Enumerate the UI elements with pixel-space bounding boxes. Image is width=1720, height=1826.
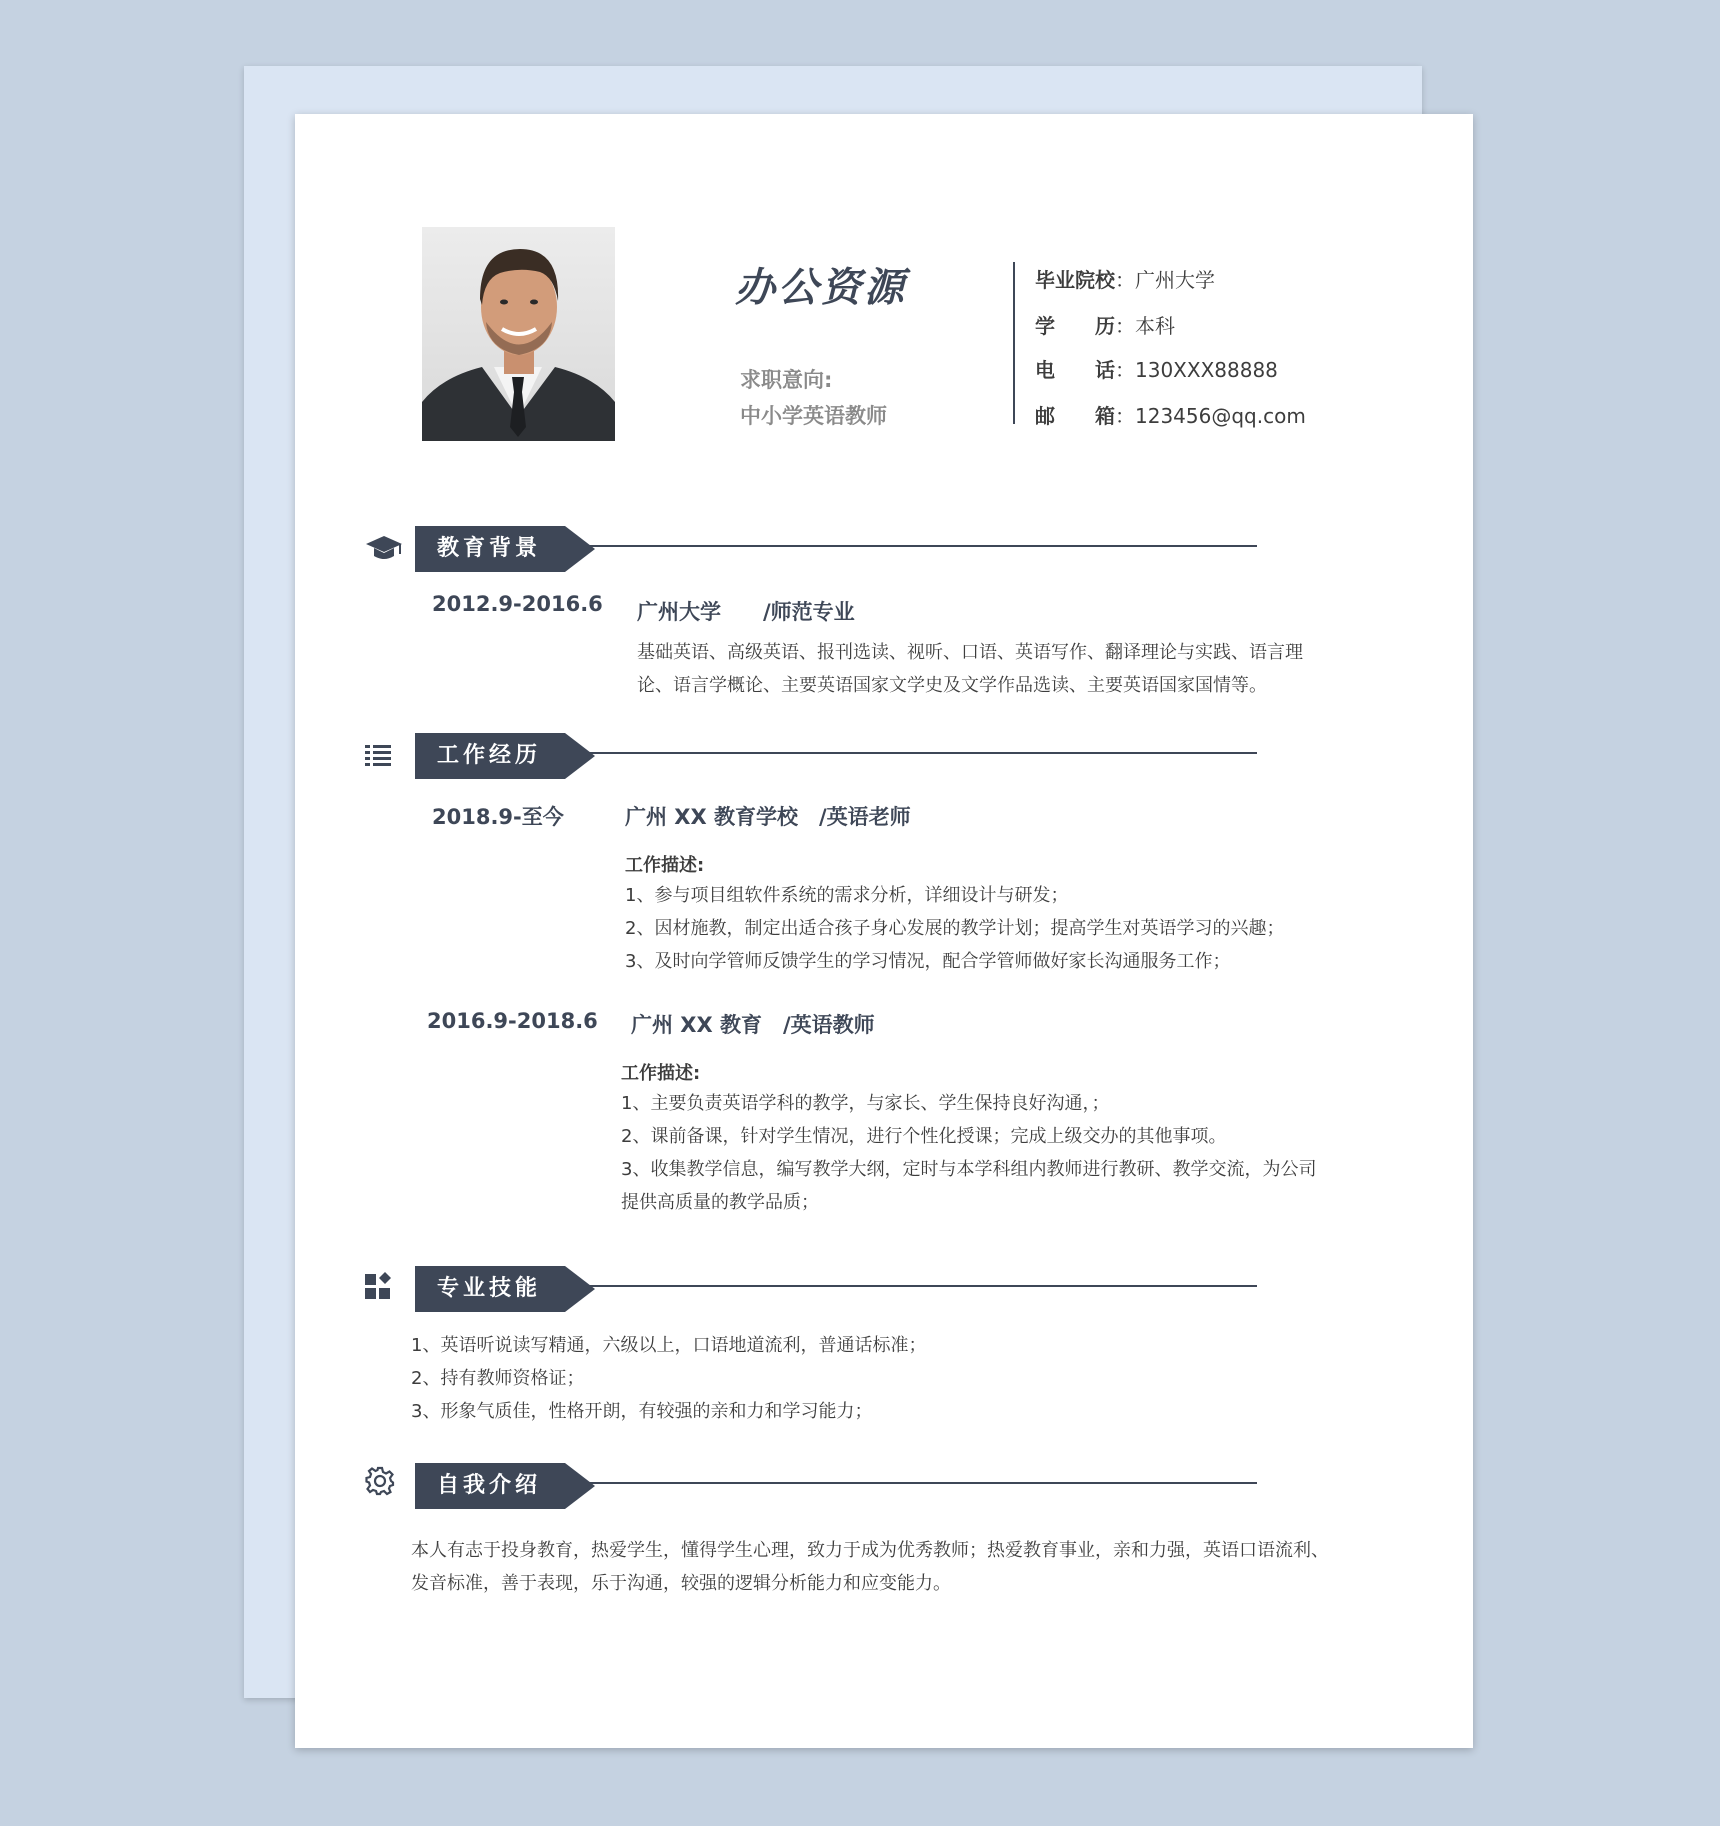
- info-email-label: 邮 箱: [1035, 404, 1115, 428]
- list-item: 2、课前备课，针对学生情况，进行个性化授课；完成上级交办的其他事项。: [621, 1126, 1227, 1147]
- info-degree: [1035, 310, 1175, 339]
- list-item: 2、持有教师资格证；: [411, 1368, 585, 1389]
- profile-photo: [422, 227, 615, 441]
- work-section-header: [415, 733, 595, 779]
- job-org: 广州 XX 教育学校 /英语老师: [625, 805, 911, 829]
- list-item: 1、主要负责英语学科的教学，与家长、学生保持良好沟通，；: [621, 1093, 1110, 1114]
- job-intent-label: 求职意向:: [740, 368, 833, 392]
- info-phone-value: ：130XXX88888: [1115, 358, 1278, 382]
- info-email: [1035, 400, 1306, 429]
- info-email-value: ：123456@qq.com: [1115, 404, 1306, 428]
- education-date: 2012.9-2016.6: [432, 592, 603, 616]
- job-date: 2016.9-2018.6: [427, 1009, 598, 1033]
- candidate-name: 办公资源: [735, 265, 907, 311]
- info-school: [1035, 264, 1215, 293]
- list-item: 1、英语听说读写精通，六级以上，口语地道流利，普通话标准；: [411, 1335, 927, 1356]
- about-title: 自我介绍: [437, 1473, 542, 1498]
- job-org: 广州 XX 教育 /英语教师: [631, 1013, 875, 1037]
- list-item: 1、参与项目组软件系统的需求分析，详细设计与研发；: [625, 885, 1069, 906]
- resume-page: [295, 114, 1473, 1748]
- education-section-header: [415, 526, 595, 572]
- info-school-label: 毕业院校: [1035, 268, 1115, 292]
- list-item: 2、因材施教，制定出适合孩子身心发展的教学计划；提高学生对英语学习的兴趣；: [625, 918, 1285, 939]
- skills-list: [411, 1329, 1291, 1428]
- info-degree-value: ：本科: [1115, 314, 1175, 338]
- job-desc-list: [621, 1087, 1321, 1219]
- about-text: 本人有志于投身教育，热爱学生，懂得学生心理，致力于成为优秀教师；热爱教育事业，亲和力强，英语口语流利、发音标准，善于表现，乐于沟通，较强的逻辑分析能力和应变能力。: [411, 1540, 1329, 1594]
- skills-title: 专业技能: [437, 1276, 542, 1301]
- info-phone-label: 电 话: [1035, 358, 1115, 382]
- info-degree-label: 学 历: [1035, 314, 1115, 338]
- header-divider: [1013, 262, 1015, 424]
- job-desc-label: 工作描述:: [625, 855, 705, 876]
- apps-icon: [365, 1272, 393, 1304]
- list-icon: [365, 744, 391, 772]
- about-section-header: [415, 1463, 595, 1509]
- skills-section-header: [415, 1266, 595, 1312]
- info-school-value: ：广州大学: [1115, 268, 1215, 292]
- list-item: 3、形象气质佳，性格开朗，有较强的亲和力和学习能力；: [411, 1401, 873, 1422]
- job-desc-list: [625, 879, 1325, 978]
- about-divider: [585, 1482, 1257, 1484]
- job-intent-value: 中小学英语教师: [740, 404, 887, 428]
- education-title: 教育背景: [437, 536, 542, 561]
- list-item: 3、及时向学管师反馈学生的学习情况，配合学管师做好家长沟通服务工作；: [625, 951, 1231, 972]
- job-desc-label: 工作描述:: [621, 1063, 701, 1084]
- graduation-cap-icon: [365, 534, 403, 566]
- work-divider: [585, 752, 1257, 754]
- job-date: 2018.9-至今: [432, 805, 564, 829]
- education-divider: [585, 545, 1257, 547]
- gear-icon: [365, 1466, 395, 1500]
- education-courses: 基础英语、高级英语、报刊选读、视听、口语、英语写作、翻译理论与实践、语言理论、语言学概论、主要英语国家文学史及文学作品选读、主要英语国家国情等。: [637, 642, 1303, 696]
- list-item: 3、收集教学信息，编写教学大纲，定时与本学科组内教师进行教研、教学交流，为公司提供高质量的教学品质；: [621, 1159, 1317, 1213]
- education-school: 广州大学 /师范专业: [637, 600, 855, 624]
- work-title: 工作经历: [437, 743, 542, 768]
- skills-divider: [585, 1285, 1257, 1287]
- info-phone: [1035, 354, 1278, 383]
